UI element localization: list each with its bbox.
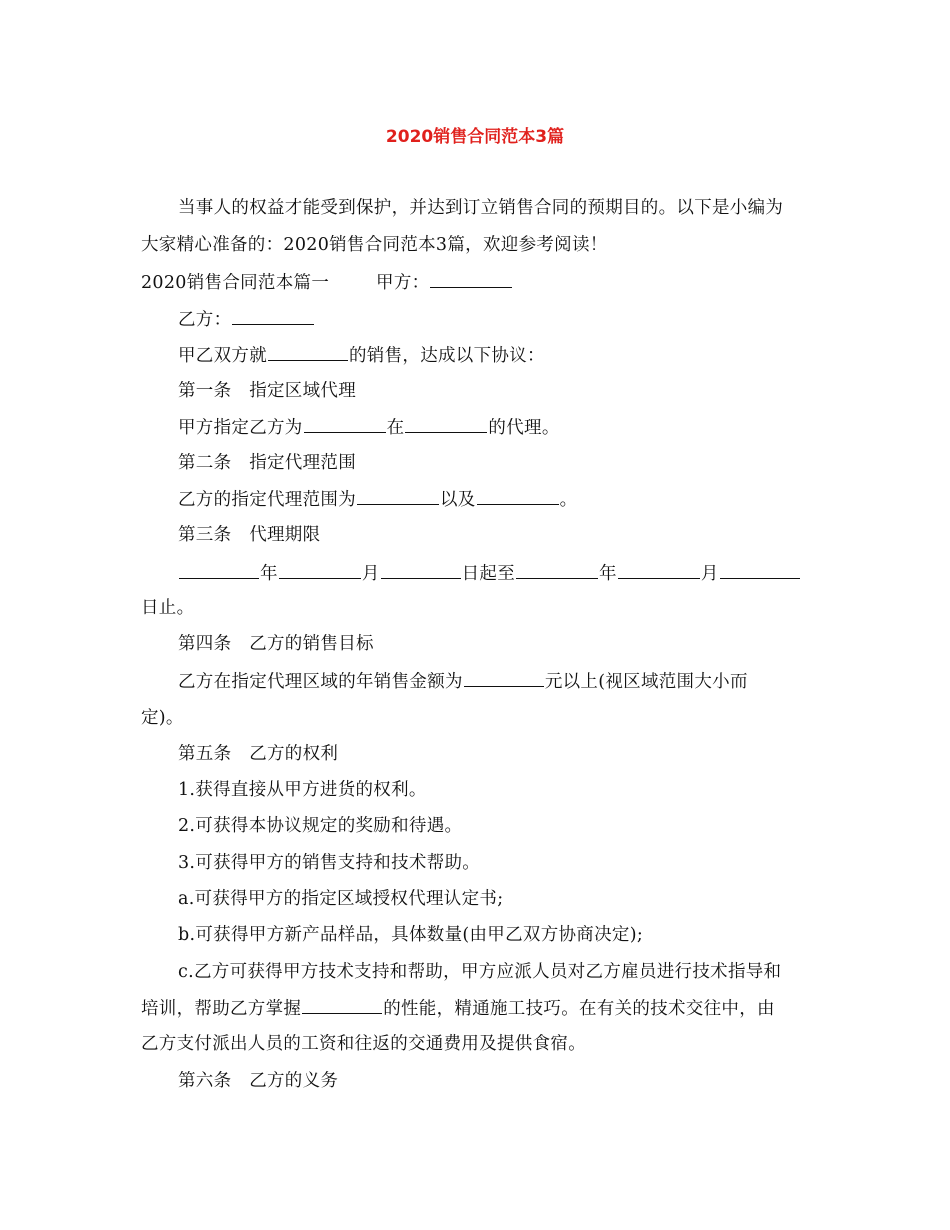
agreement-line	[178, 343, 545, 368]
article-2-suffix: 。	[559, 490, 578, 510]
section-heading: 2020销售合同范本篇一	[141, 273, 330, 293]
article-1-suffix: 的代理。	[488, 418, 560, 438]
article-2-blank-2	[477, 487, 559, 505]
article-4-title: 第四条 乙方的销售目标	[178, 634, 374, 654]
article-4-cont: 定)。	[141, 708, 184, 728]
sales-amount-blank	[464, 669, 544, 687]
article-3-end: 日止。	[141, 598, 195, 618]
article-2-title: 第二条 指定代理范围	[178, 453, 356, 473]
end-month-label: 月	[700, 564, 719, 584]
right-3c-line-1: c.乙方可获得甲方技术支持和帮助，甲方应派人员对乙方雇员进行技术指导和	[178, 962, 782, 982]
article-2-blank-1	[357, 487, 439, 505]
agreement-suffix: 的销售，达成以下协议：	[349, 346, 545, 366]
party-a-label: 甲方：	[376, 273, 430, 293]
agreement-blank	[268, 343, 348, 361]
article-1-prefix: 甲方指定乙方为	[178, 418, 303, 438]
article-1-body	[178, 415, 560, 440]
end-year-label: 年	[599, 564, 617, 584]
article-2-prefix: 乙方的指定代理范围为	[178, 490, 356, 510]
start-year-blank	[179, 561, 259, 579]
article-1-title: 第一条 指定区域代理	[178, 381, 356, 401]
agreement-prefix: 甲乙双方就	[178, 346, 267, 366]
document-title: 2020销售合同范本3篇	[385, 127, 565, 147]
article-6-title: 第六条 乙方的义务	[178, 1071, 339, 1091]
end-month-blank	[618, 561, 700, 579]
article-2-mid: 以及	[440, 490, 476, 510]
article-1-blank-1	[304, 415, 386, 433]
end-year-blank	[516, 561, 598, 579]
end-day-blank	[720, 561, 800, 579]
right-3a: a.可获得甲方的指定区域授权代理认定书;	[178, 889, 504, 909]
start-year-label: 年	[260, 564, 278, 584]
article-4-prefix: 乙方在指定代理区域的年销售金额为	[178, 672, 463, 692]
start-day-blank	[381, 561, 461, 579]
right-2: 2.可获得本协议规定的奖励和待遇。	[178, 816, 463, 836]
article-1-blank-2	[405, 415, 487, 433]
right-3c-line-2-prefix: 培训，帮助乙方掌握	[141, 999, 302, 1019]
party-b-label: 乙方：	[178, 310, 232, 330]
right-3b: b.可获得甲方新产品样品，具体数量(由甲乙双方协商决定);	[178, 925, 644, 945]
article-3-title: 第三条 代理期限	[178, 525, 321, 545]
article-2-body	[178, 487, 577, 512]
product-blank	[302, 996, 382, 1014]
right-3c-line-2-suffix: 的性能，精通施工技巧。在有关的技术交往中，由	[383, 999, 775, 1019]
party-b-blank	[232, 307, 314, 325]
right-3c-line-2	[141, 996, 775, 1021]
right-3c-line-3: 乙方支付派出人员的工资和往返的交通费用及提供食宿。	[141, 1034, 586, 1054]
start-month-blank	[279, 561, 361, 579]
article-5-title: 第五条 乙方的权利	[178, 744, 339, 764]
article-3-body	[178, 561, 801, 586]
start-month-label: 月	[361, 564, 380, 584]
article-4-suffix: 元以上(视区域范围大小而	[544, 672, 748, 692]
right-1: 1.获得直接从甲方进货的权利。	[178, 780, 427, 800]
intro-paragraph-line-1: 当事人的权益才能受到保护，并达到订立销售合同的预期目的。以下是小编为	[178, 198, 784, 218]
party-b-line	[178, 307, 315, 332]
party-a-blank	[430, 270, 512, 288]
section-heading-line	[141, 270, 513, 295]
right-3: 3.可获得甲方的销售支持和技术帮助。	[178, 853, 481, 873]
article-1-mid: 在	[386, 418, 405, 438]
start-day-label: 日起至	[461, 564, 516, 584]
intro-paragraph-line-2: 大家精心准备的：2020销售合同范本3篇，欢迎参考阅读！	[141, 235, 608, 255]
article-4-body	[178, 669, 748, 694]
